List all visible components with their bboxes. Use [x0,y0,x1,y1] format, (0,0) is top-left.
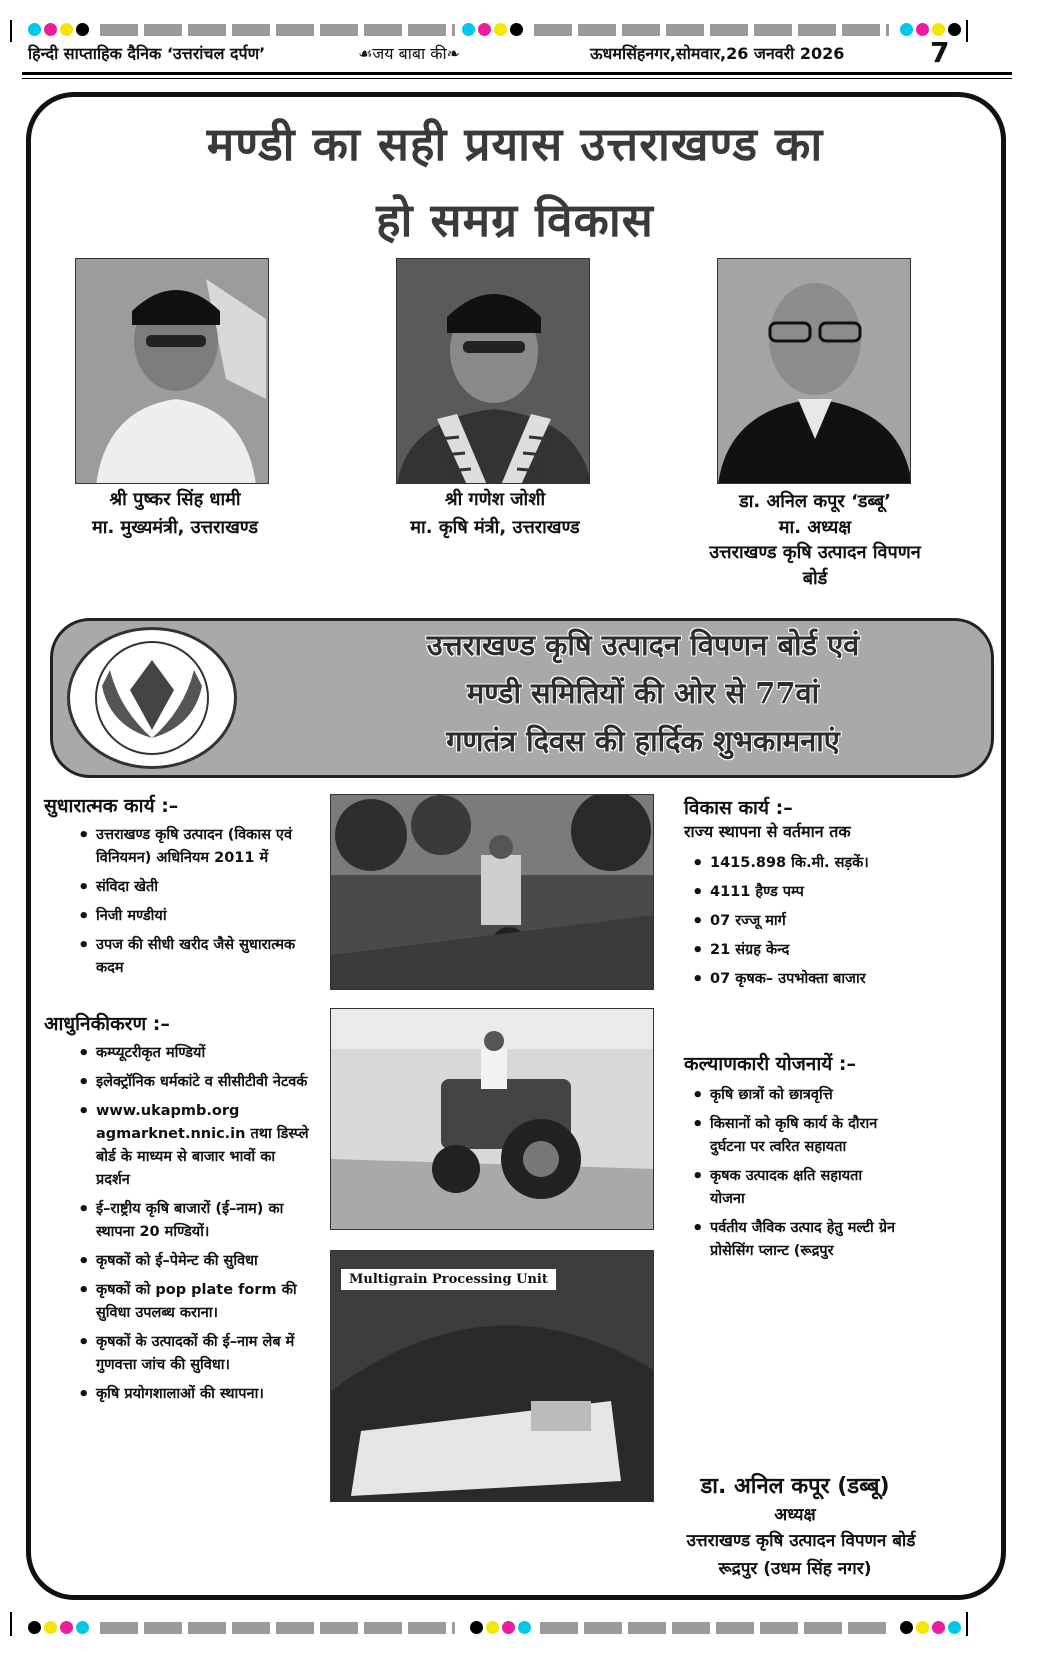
yellow-dot [932,23,945,36]
portrait-board-chairman [717,258,911,484]
modernization-list [76,1042,312,1412]
motto: ☙जय बाबा की❧ [358,44,461,63]
signature-place: रूद्रपुर (उधम सिंह नगर) [718,1559,872,1579]
crop-mark [10,1612,12,1636]
list-item: • कृषि प्रयोगशालाओं की स्थापना। [76,1383,312,1406]
magenta-dot [916,23,929,36]
leader-2-name: श्री गणेश जोशी [444,489,546,510]
magenta-dot [478,23,491,36]
photo-tractor [330,1008,654,1230]
black-dot [900,1621,913,1634]
leader-2-title: मा. कृषि मंत्री, उत्तराखण्ड [410,517,580,538]
list-item: • उपज की सीधी खरीद जैसे सुधारात्मक कदम [76,934,296,980]
list-item: • कृषि छात्रों को छात्रवृत्ति [690,1084,900,1107]
signature-role: अध्यक्ष [774,1505,816,1525]
black-dot [28,1621,41,1634]
list-item: • कृषक उत्पादक क्षति सहायता योजना [690,1165,900,1211]
list-item: • इलेक्ट्रॉनिक धर्मकांटे व सीसीटीवी नेटवर्क [76,1071,312,1094]
banner-line3: गणतंत्र दिवस की हार्दिक शुभकामनाएं [446,724,840,758]
welfare-heading: कल्याणकारी योजनायें :– [684,1053,857,1075]
greeting-banner [50,618,994,778]
list-item: • कम्प्यूटरीकृत मण्डियों [76,1042,312,1065]
list-item: • किसानों को कृषि कार्य के दौरान दुर्घटना पर त्वरित सहायता [690,1113,900,1159]
development-heading: विकास कार्य :– [684,797,793,819]
list-item: • संविदा खेती [76,876,296,899]
black-dot [76,23,89,36]
cyan-dot [462,23,475,36]
black-dot [948,23,961,36]
leader-3-name: डा. अनिल कपूर ‘डब्बू’ [739,491,891,512]
photo-multigrain-unit [330,1250,654,1502]
portrait-chief-minister [75,258,269,484]
list-item: • www.ukapmb.org agmarknet.nnic.in तथा डिस्प्ले बोर्ड के माध्यम से बाजार भावों का प्रदर्शन [76,1100,312,1192]
headline-line2: हो समग्र विकास [376,193,654,247]
crop-mark [966,20,968,42]
cyan-dot [518,1621,531,1634]
dateline: ऊधमसिंहनगर,सोमवार,26 जनवरी 2026 [590,44,845,63]
banner-line1: उत्तराखण्ड कृषि उत्पादन विपणन बोर्ड एवं [426,628,860,662]
gray-blocks [534,24,889,36]
black-dot [470,1621,483,1634]
list-item: • ई–राष्ट्रीय कृषि बाजारों (ई–नाम) का स्थापना 20 मण्डियों। [76,1198,312,1244]
top-registration-strip [0,18,1039,40]
list-item: • कृषकों के उत्पादकों की ई–नाम लेब में गुणवत्ता जांच की सुविधा। [76,1331,312,1377]
cyan-dot [28,23,41,36]
list-item: • 07 कृषक– उपभोक्ता बाजार [690,968,930,991]
reform-list [76,824,296,986]
photo-label: Multigrain Processing Unit [341,1269,556,1290]
reform-heading: सुधारात्मक कार्य :– [44,795,179,817]
crop-mark [966,1612,968,1636]
yellow-dot [44,1621,57,1634]
leader-3-organization: उत्तराखण्ड कृषि उत्पादन विपणन बोर्ड [709,542,921,589]
list-item: • कृषकों को pop plate form की सुविधा उपलब्ध कराना। [76,1279,312,1325]
magenta-dot [44,23,57,36]
magenta-dot [502,1621,515,1634]
list-item: • निजी मण्डीयां [76,905,296,928]
list-item: • उत्तराखण्ड कृषि उत्पादन (विकास एवं विनियमन) अधिनियम 2011 में [76,824,296,870]
gray-blocks [100,1622,455,1634]
yellow-dot [486,1621,499,1634]
signature-organization: उत्तराखण्ड कृषि उत्पादन विपणन बोर्ड [686,1531,916,1551]
signature-name: डा. अनिल कपूर (डब्बू) [700,1474,890,1499]
list-item: • 4111 हैण्ड पम्प [690,881,930,904]
leader-1-title: मा. मुख्यमंत्री, उत्तराखण्ड [92,517,258,538]
header-rule-thin [22,78,1012,79]
black-dot [510,23,523,36]
yellow-dot [60,23,73,36]
headline-line1: मण्डी का सही प्रयास उत्तराखण्ड का [206,117,824,171]
cyan-dot [76,1621,89,1634]
yellow-dot [916,1621,929,1634]
development-subheading: राज्य स्थापना से वर्तमान तक [684,822,851,841]
banner-line2: मण्डी समितियों की ओर से 77वां [466,676,820,710]
yellow-dot [494,23,507,36]
list-item: • पर्वतीय जैविक उत्पाद हेतु मल्टी ग्रेन प्रोसेसिंग प्लान्ट (रूद्रपुर [690,1217,900,1263]
gray-blocks [100,24,455,36]
portrait-agriculture-minister [396,258,590,484]
newspaper-name: हिन्दी साप्ताहिक दैनिक ‘उत्तरांचल दर्पण’ [28,44,266,63]
gray-blocks [540,1622,890,1634]
leader-1-name: श्री पुष्कर सिंह धामी [109,489,241,510]
magenta-dot [932,1621,945,1634]
cyan-dot [948,1621,961,1634]
crop-mark [10,20,12,42]
list-item: • 1415.898 कि.मी. सड़कें। [690,852,930,875]
photo-field-tiller [330,794,654,990]
list-item: • कृषकों को ई–पेमेन्ट की सुविधा [76,1250,312,1273]
leader-3-title: मा. अध्यक्ष [778,517,852,538]
board-logo [67,627,237,769]
list-item: • 07 रज्जू मार्ग [690,910,930,933]
page-number: 7 [930,36,950,69]
welfare-list [690,1084,900,1269]
modernization-heading: आधुनिकीकरण :– [44,1013,170,1035]
bottom-registration-strip [0,1616,1039,1638]
cyan-dot [900,23,913,36]
list-item: • 21 संग्रह केन्द [690,939,930,962]
magenta-dot [60,1621,73,1634]
header-rule [22,72,1012,75]
development-list [690,852,930,997]
